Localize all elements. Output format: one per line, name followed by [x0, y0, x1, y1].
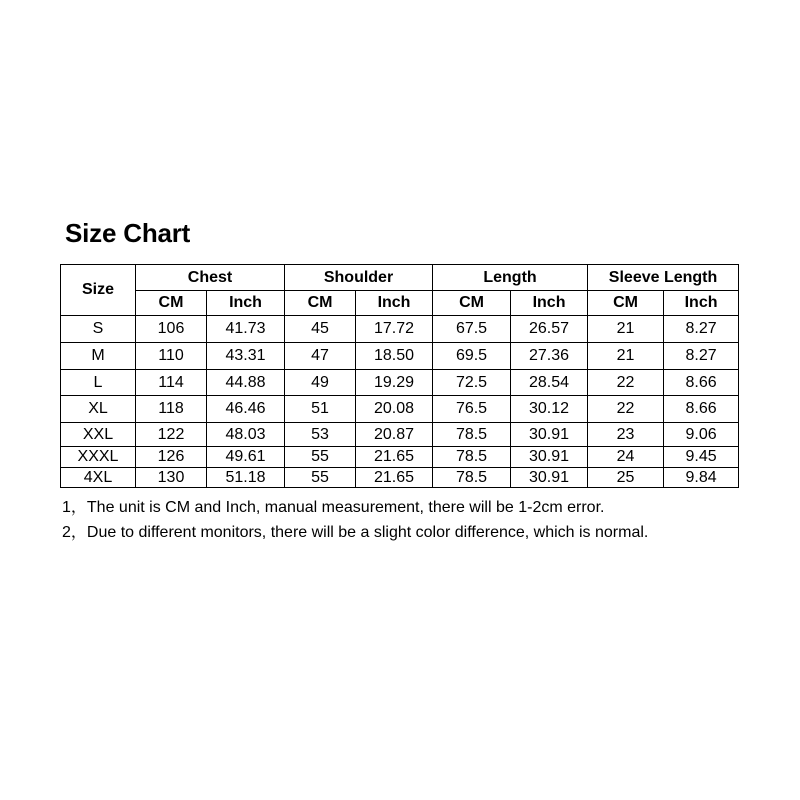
chest-cm-cell: 106 [136, 316, 207, 343]
length-inch-header: Inch [511, 291, 588, 316]
sleeve-inch-cell: 9.84 [664, 468, 739, 488]
length-inch-cell: 26.57 [511, 316, 588, 343]
table-row [61, 316, 739, 343]
table-row [61, 370, 739, 396]
chest-cm-cell: 126 [136, 447, 207, 468]
shoulder-cm-cell: 45 [285, 316, 356, 343]
chest-inch-cell: 48.03 [207, 423, 285, 447]
sleeve-inch-cell: 8.27 [664, 343, 739, 370]
length-cm-cell: 78.5 [433, 423, 511, 447]
sleeve-inch-cell: 8.66 [664, 370, 739, 396]
length-inch-cell: 30.91 [511, 468, 588, 488]
shoulder-inch-cell: 19.29 [356, 370, 433, 396]
length-cm-cell: 69.5 [433, 343, 511, 370]
chest-inch-cell: 41.73 [207, 316, 285, 343]
shoulder-cm-cell: 55 [285, 447, 356, 468]
size-cell: M [61, 343, 136, 370]
shoulder-cm-header: CM [285, 291, 356, 316]
chest-cm-header: CM [136, 291, 207, 316]
size-cell: L [61, 370, 136, 396]
chest-cm-cell: 110 [136, 343, 207, 370]
shoulder-cm-cell: 47 [285, 343, 356, 370]
chest-inch-cell: 44.88 [207, 370, 285, 396]
shoulder-inch-cell: 18.50 [356, 343, 433, 370]
shoulder-cm-cell: 53 [285, 423, 356, 447]
shoulder-inch-header: Inch [356, 291, 433, 316]
sleeve-cm-cell: 21 [588, 343, 664, 370]
page-title: Size Chart [65, 218, 191, 248]
shoulder-inch-cell: 21.65 [356, 468, 433, 488]
table-row [61, 343, 739, 370]
note-color-difference: 2，Due to different monitors, there will be a slight color difference, which is normal. [62, 524, 649, 541]
shoulder-inch-cell: 21.65 [356, 447, 433, 468]
sleeve-inch-cell: 9.06 [664, 423, 739, 447]
table-row [61, 447, 739, 468]
note-measurement-error: 1，The unit is CM and Inch, manual measurement, there will be 1-2cm error. [62, 499, 605, 516]
sleeve-cm-cell: 22 [588, 370, 664, 396]
size-cell: XXXL [61, 447, 136, 468]
shoulder-cm-cell: 55 [285, 468, 356, 488]
notes [62, 495, 648, 545]
chest-cm-cell: 122 [136, 423, 207, 447]
shoulder-inch-cell: 17.72 [356, 316, 433, 343]
unit-header-row [61, 291, 739, 316]
chest-inch-cell: 43.31 [207, 343, 285, 370]
shoulder-cm-cell: 49 [285, 370, 356, 396]
length-cm-cell: 67.5 [433, 316, 511, 343]
shoulder-header: Shoulder [285, 265, 433, 291]
chest-cm-cell: 118 [136, 396, 207, 423]
shoulder-cm-cell: 51 [285, 396, 356, 423]
size-cell: XXL [61, 423, 136, 447]
sleeve-cm-cell: 25 [588, 468, 664, 488]
sleeve-inch-header: Inch [664, 291, 739, 316]
size-cell: XL [61, 396, 136, 423]
chest-cm-cell: 130 [136, 468, 207, 488]
chest-cm-cell: 114 [136, 370, 207, 396]
length-header: Length [433, 265, 588, 291]
size-column-header: Size [61, 265, 136, 316]
length-cm-cell: 78.5 [433, 447, 511, 468]
chest-inch-cell: 46.46 [207, 396, 285, 423]
table-row [61, 396, 739, 423]
chest-inch-header: Inch [207, 291, 285, 316]
sleeve-inch-cell: 8.66 [664, 396, 739, 423]
length-cm-header: CM [433, 291, 511, 316]
length-cm-cell: 78.5 [433, 468, 511, 488]
chest-header: Chest [136, 265, 285, 291]
length-cm-cell: 72.5 [433, 370, 511, 396]
sleeve-cm-cell: 22 [588, 396, 664, 423]
sleeve-cm-cell: 21 [588, 316, 664, 343]
sleeve-cm-cell: 24 [588, 447, 664, 468]
length-inch-cell: 27.36 [511, 343, 588, 370]
shoulder-inch-cell: 20.08 [356, 396, 433, 423]
size-chart-table [60, 264, 739, 488]
shoulder-inch-cell: 20.87 [356, 423, 433, 447]
chest-inch-cell: 49.61 [207, 447, 285, 468]
length-cm-cell: 76.5 [433, 396, 511, 423]
length-inch-cell: 30.12 [511, 396, 588, 423]
size-cell: 4XL [61, 468, 136, 488]
sleeve-cm-header: CM [588, 291, 664, 316]
sleeve-cm-cell: 23 [588, 423, 664, 447]
length-inch-cell: 28.54 [511, 370, 588, 396]
sleeve-inch-cell: 8.27 [664, 316, 739, 343]
length-inch-cell: 30.91 [511, 423, 588, 447]
group-header-row [61, 265, 739, 291]
sleeve-inch-cell: 9.45 [664, 447, 739, 468]
size-cell: S [61, 316, 136, 343]
table-row [61, 423, 739, 447]
length-inch-cell: 30.91 [511, 447, 588, 468]
table-row [61, 468, 739, 488]
sleeve-length-header: Sleeve Length [588, 265, 739, 291]
chest-inch-cell: 51.18 [207, 468, 285, 488]
